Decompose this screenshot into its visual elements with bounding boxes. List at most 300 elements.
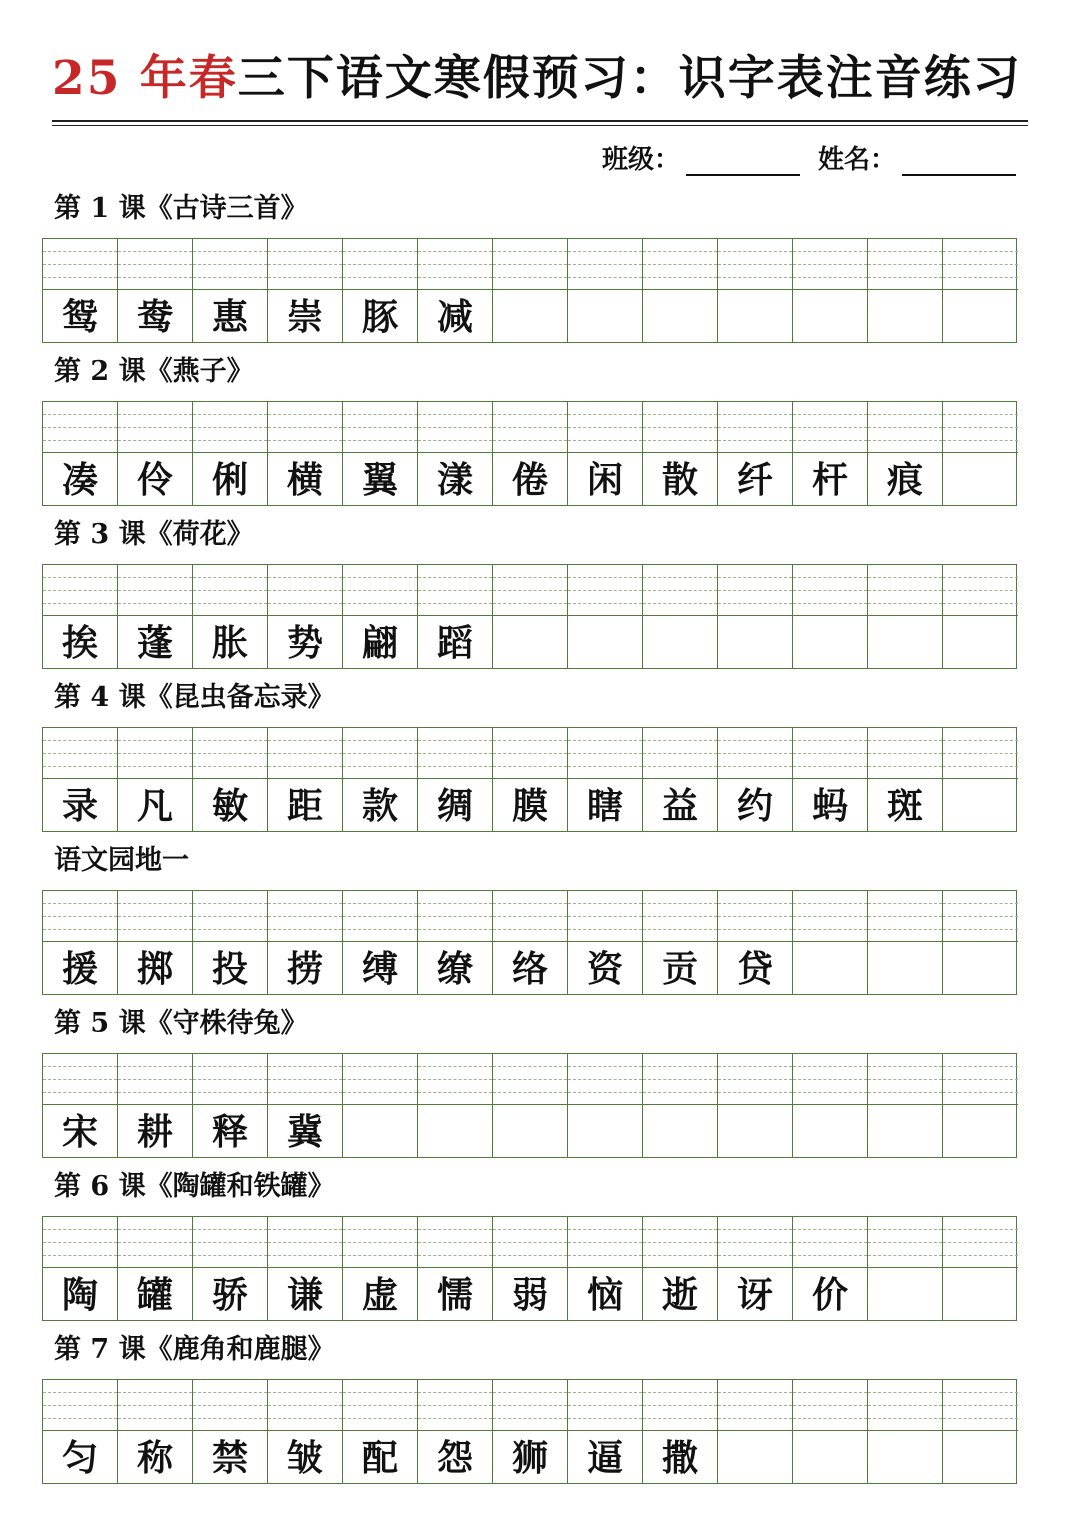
grid-cell[interactable] — [868, 239, 943, 342]
pinyin-writing-lines[interactable] — [868, 1054, 942, 1105]
grid-cell[interactable] — [118, 565, 193, 668]
character: 约 — [736, 785, 773, 827]
pinyin-writing-lines[interactable] — [418, 1380, 492, 1431]
grid-cell[interactable] — [43, 1380, 118, 1483]
pinyin-writing-lines[interactable] — [43, 891, 117, 942]
title-divider-thick — [52, 120, 1028, 122]
pinyin-writing-lines[interactable] — [568, 1217, 642, 1268]
character: 倦 — [511, 459, 548, 501]
pinyin-grid — [42, 401, 1017, 506]
character: 资 — [586, 948, 623, 990]
pinyin-writing-lines[interactable] — [868, 239, 942, 290]
class-field[interactable] — [686, 144, 800, 176]
grid-cell[interactable] — [418, 1054, 493, 1157]
pinyin-writing-lines[interactable] — [643, 565, 717, 616]
pinyin-writing-lines[interactable] — [868, 891, 942, 942]
name-label: 姓名： — [817, 145, 896, 175]
pinyin-grid — [42, 1216, 1017, 1321]
pinyin-writing-lines[interactable] — [43, 1054, 117, 1105]
pinyin-writing-lines[interactable] — [118, 565, 192, 616]
pinyin-writing-lines[interactable] — [118, 239, 192, 290]
pinyin-grid — [42, 238, 1017, 343]
grid-cell[interactable] — [268, 1217, 343, 1320]
character: 翩 — [361, 622, 398, 664]
grid-cell[interactable] — [718, 565, 793, 668]
grid-cell[interactable] — [268, 239, 343, 342]
pinyin-writing-lines[interactable] — [118, 728, 192, 779]
pinyin-writing-lines[interactable] — [268, 1380, 342, 1431]
grid-cell[interactable] — [943, 728, 1018, 831]
pinyin-writing-lines[interactable] — [118, 1054, 192, 1105]
grid-cell[interactable] — [793, 891, 868, 994]
pinyin-writing-lines[interactable] — [793, 1217, 867, 1268]
grid-cell[interactable] — [568, 1054, 643, 1157]
pinyin-writing-lines[interactable] — [493, 891, 567, 942]
pinyin-writing-lines[interactable] — [643, 402, 717, 453]
grid-cell[interactable] — [493, 1380, 568, 1483]
pinyin-writing-lines[interactable] — [343, 891, 417, 942]
grid-cell[interactable] — [418, 402, 493, 505]
pinyin-writing-lines[interactable] — [718, 239, 792, 290]
grid-cell[interactable] — [868, 891, 943, 994]
pinyin-writing-lines[interactable] — [868, 402, 942, 453]
pinyin-writing-lines[interactable] — [493, 402, 567, 453]
pinyin-writing-lines[interactable] — [343, 565, 417, 616]
grid-cell[interactable] — [943, 239, 1018, 342]
pinyin-writing-lines[interactable] — [418, 1054, 492, 1105]
character: 宋 — [61, 1111, 98, 1153]
grid-cell[interactable] — [643, 239, 718, 342]
pinyin-writing-lines[interactable] — [943, 1217, 1018, 1268]
grid-cell[interactable] — [793, 1380, 868, 1483]
pinyin-writing-lines[interactable] — [418, 891, 492, 942]
grid-cell[interactable] — [268, 1054, 343, 1157]
pinyin-writing-lines[interactable] — [943, 402, 1018, 453]
grid-cell[interactable] — [718, 402, 793, 505]
character: 伶 — [136, 459, 173, 501]
grid-cell[interactable] — [343, 728, 418, 831]
character: 漾 — [436, 459, 473, 501]
lesson-title: 第 4 课《昆虫备忘录》 — [54, 682, 335, 713]
character: 减 — [436, 296, 473, 338]
grid-cell[interactable] — [568, 1380, 643, 1483]
grid-cell[interactable] — [643, 402, 718, 505]
grid-cell[interactable] — [418, 1217, 493, 1320]
pinyin-writing-lines[interactable] — [268, 565, 342, 616]
pinyin-grid — [42, 1053, 1017, 1158]
pinyin-writing-lines[interactable] — [493, 239, 567, 290]
pinyin-grid — [42, 564, 1017, 669]
pinyin-grid — [42, 727, 1017, 832]
character: 凑 — [61, 459, 98, 501]
pinyin-writing-lines[interactable] — [568, 402, 642, 453]
pinyin-writing-lines[interactable] — [193, 239, 267, 290]
pinyin-writing-lines[interactable] — [268, 728, 342, 779]
character: 投 — [211, 948, 248, 990]
character: 瞎 — [586, 785, 623, 827]
character: 横 — [286, 459, 323, 501]
grid-cell[interactable] — [43, 402, 118, 505]
pinyin-writing-lines[interactable] — [418, 239, 492, 290]
grid-cell[interactable] — [43, 1217, 118, 1320]
character: 绸 — [436, 785, 473, 827]
pinyin-writing-lines[interactable] — [343, 728, 417, 779]
pinyin-writing-lines[interactable] — [868, 728, 942, 779]
grid-cell[interactable] — [118, 1054, 193, 1157]
grid-cell[interactable] — [643, 728, 718, 831]
character: 豚 — [361, 296, 398, 338]
pinyin-writing-lines[interactable] — [718, 728, 792, 779]
grid-cell[interactable] — [793, 239, 868, 342]
grid-cell[interactable] — [643, 565, 718, 668]
character: 纤 — [736, 459, 773, 501]
lesson-title: 第 1 课《古诗三首》 — [54, 193, 308, 224]
pinyin-writing-lines[interactable] — [43, 728, 117, 779]
character: 掷 — [136, 948, 173, 990]
grid-cell[interactable] — [193, 1054, 268, 1157]
pinyin-writing-lines[interactable] — [193, 1380, 267, 1431]
character: 贷 — [736, 948, 773, 990]
pinyin-writing-lines[interactable] — [793, 891, 867, 942]
grid-cell[interactable] — [43, 239, 118, 342]
pinyin-writing-lines[interactable] — [943, 1054, 1018, 1105]
grid-cell[interactable] — [493, 1217, 568, 1320]
character: 蹈 — [436, 622, 473, 664]
grid-cell[interactable] — [268, 891, 343, 994]
pinyin-writing-lines[interactable] — [718, 402, 792, 453]
grid-cell[interactable] — [343, 1054, 418, 1157]
pinyin-writing-lines[interactable] — [493, 1054, 567, 1105]
pinyin-writing-lines[interactable] — [118, 1217, 192, 1268]
grid-cell[interactable] — [493, 728, 568, 831]
grid-cell[interactable] — [868, 728, 943, 831]
grid-cell[interactable] — [718, 728, 793, 831]
grid-cell[interactable] — [268, 728, 343, 831]
pinyin-writing-lines[interactable] — [493, 1380, 567, 1431]
character: 款 — [361, 785, 398, 827]
grid-cell[interactable] — [568, 1217, 643, 1320]
grid-cell[interactable] — [493, 891, 568, 994]
pinyin-writing-lines[interactable] — [943, 239, 1018, 290]
pinyin-writing-lines[interactable] — [493, 565, 567, 616]
pinyin-writing-lines[interactable] — [718, 891, 792, 942]
pinyin-writing-lines[interactable] — [718, 1054, 792, 1105]
grid-cell[interactable] — [418, 1380, 493, 1483]
character: 怨 — [436, 1437, 473, 1479]
pinyin-writing-lines[interactable] — [943, 565, 1018, 616]
grid-cell[interactable] — [943, 1217, 1018, 1320]
character: 俐 — [211, 459, 248, 501]
character: 谦 — [286, 1274, 323, 1316]
character: 凡 — [136, 785, 173, 827]
lesson-title: 第 2 课《燕子》 — [54, 356, 254, 387]
character: 骄 — [211, 1274, 248, 1316]
pinyin-writing-lines[interactable] — [493, 728, 567, 779]
grid-cell[interactable] — [268, 565, 343, 668]
pinyin-writing-lines[interactable] — [643, 1217, 717, 1268]
character: 益 — [661, 785, 698, 827]
pinyin-writing-lines[interactable] — [418, 1217, 492, 1268]
pinyin-writing-lines[interactable] — [718, 1217, 792, 1268]
character: 胀 — [211, 622, 248, 664]
pinyin-writing-lines[interactable] — [568, 891, 642, 942]
page-title-accent: 25 年春 — [52, 51, 238, 106]
pinyin-writing-lines[interactable] — [268, 402, 342, 453]
character: 价 — [811, 1274, 848, 1316]
pinyin-writing-lines[interactable] — [793, 1054, 867, 1105]
character: 逼 — [586, 1437, 623, 1479]
lesson-title: 第 3 课《荷花》 — [54, 519, 254, 550]
character: 敏 — [211, 785, 248, 827]
pinyin-writing-lines[interactable] — [718, 1380, 792, 1431]
pinyin-writing-lines[interactable] — [43, 239, 117, 290]
grid-cell[interactable] — [43, 728, 118, 831]
grid-cell[interactable] — [418, 891, 493, 994]
grid-cell[interactable] — [493, 239, 568, 342]
character: 匀 — [61, 1437, 98, 1479]
character: 蚂 — [811, 785, 848, 827]
grid-cell[interactable] — [193, 1380, 268, 1483]
pinyin-writing-lines[interactable] — [268, 891, 342, 942]
page-title-main: 三下语文寒假预习：识字表注音练习 — [237, 51, 1022, 106]
character: 称 — [136, 1437, 173, 1479]
grid-cell[interactable] — [343, 1380, 418, 1483]
title-divider-thin — [52, 125, 1028, 126]
grid-cell[interactable] — [418, 728, 493, 831]
grid-cell[interactable] — [343, 891, 418, 994]
grid-cell[interactable] — [868, 1054, 943, 1157]
grid-cell[interactable] — [568, 239, 643, 342]
character: 鸯 — [136, 296, 173, 338]
grid-cell[interactable] — [793, 1217, 868, 1320]
pinyin-grid — [42, 890, 1017, 995]
pinyin-writing-lines[interactable] — [643, 239, 717, 290]
grid-cell[interactable] — [43, 1054, 118, 1157]
pinyin-writing-lines[interactable] — [718, 565, 792, 616]
pinyin-writing-lines[interactable] — [268, 239, 342, 290]
grid-cell[interactable] — [493, 402, 568, 505]
pinyin-writing-lines[interactable] — [343, 1380, 417, 1431]
pinyin-writing-lines[interactable] — [193, 1054, 267, 1105]
pinyin-writing-lines[interactable] — [643, 1054, 717, 1105]
character: 崇 — [286, 296, 323, 338]
grid-cell[interactable] — [568, 402, 643, 505]
character: 散 — [661, 459, 698, 501]
pinyin-writing-lines[interactable] — [643, 1380, 717, 1431]
pinyin-writing-lines[interactable] — [793, 239, 867, 290]
pinyin-writing-lines[interactable] — [643, 891, 717, 942]
grid-cell[interactable] — [343, 1217, 418, 1320]
grid-cell[interactable] — [268, 1380, 343, 1483]
grid-cell[interactable] — [43, 565, 118, 668]
pinyin-writing-lines[interactable] — [343, 1054, 417, 1105]
grid-cell[interactable] — [118, 891, 193, 994]
character: 贡 — [661, 948, 698, 990]
character: 鸳 — [61, 296, 98, 338]
lesson-title: 第 5 课《守株待兔》 — [54, 1008, 308, 1039]
pinyin-writing-lines[interactable] — [643, 728, 717, 779]
grid-cell[interactable] — [118, 239, 193, 342]
grid-cell[interactable] — [643, 891, 718, 994]
pinyin-writing-lines[interactable] — [418, 402, 492, 453]
character: 狮 — [511, 1437, 548, 1479]
character: 释 — [211, 1111, 248, 1153]
pinyin-writing-lines[interactable] — [343, 239, 417, 290]
lesson-title: 第 6 课《陶罐和铁罐》 — [54, 1171, 335, 1202]
class-label: 班级： — [601, 145, 680, 175]
character: 挨 — [61, 622, 98, 664]
character: 势 — [286, 622, 323, 664]
page-title — [52, 48, 1028, 110]
lesson-title: 第 7 课《鹿角和鹿腿》 — [54, 1334, 335, 1365]
pinyin-writing-lines[interactable] — [868, 1380, 942, 1431]
grid-cell[interactable] — [268, 402, 343, 505]
character: 络 — [511, 948, 548, 990]
grid-cell[interactable] — [418, 239, 493, 342]
pinyin-writing-lines[interactable] — [943, 728, 1018, 779]
pinyin-writing-lines[interactable] — [43, 1380, 117, 1431]
grid-cell[interactable] — [193, 565, 268, 668]
character: 援 — [61, 948, 98, 990]
character: 距 — [286, 785, 323, 827]
grid-cell[interactable] — [868, 1217, 943, 1320]
pinyin-writing-lines[interactable] — [118, 891, 192, 942]
pinyin-writing-lines[interactable] — [568, 728, 642, 779]
grid-cell[interactable] — [643, 1380, 718, 1483]
grid-cell[interactable] — [568, 728, 643, 831]
grid-cell[interactable] — [718, 1054, 793, 1157]
grid-cell[interactable] — [43, 891, 118, 994]
character: 恼 — [586, 1274, 623, 1316]
grid-cell[interactable] — [943, 1380, 1018, 1483]
character: 录 — [61, 785, 98, 827]
pinyin-writing-lines[interactable] — [793, 1380, 867, 1431]
grid-cell[interactable] — [643, 1217, 718, 1320]
pinyin-writing-lines[interactable] — [268, 1054, 342, 1105]
grid-cell[interactable] — [493, 1054, 568, 1157]
grid-cell[interactable] — [343, 402, 418, 505]
character: 虚 — [361, 1274, 398, 1316]
pinyin-writing-lines[interactable] — [43, 1217, 117, 1268]
pinyin-writing-lines[interactable] — [118, 1380, 192, 1431]
grid-cell[interactable] — [343, 565, 418, 668]
grid-cell[interactable] — [343, 239, 418, 342]
pinyin-writing-lines[interactable] — [43, 402, 117, 453]
pinyin-writing-lines[interactable] — [193, 1217, 267, 1268]
grid-cell[interactable] — [118, 728, 193, 831]
character: 懦 — [436, 1274, 473, 1316]
pinyin-writing-lines[interactable] — [193, 728, 267, 779]
grid-cell[interactable] — [193, 402, 268, 505]
character: 耕 — [136, 1111, 173, 1153]
grid-cell[interactable] — [943, 1054, 1018, 1157]
name-field[interactable] — [902, 144, 1016, 176]
pinyin-writing-lines[interactable] — [418, 728, 492, 779]
grid-cell[interactable] — [718, 891, 793, 994]
character: 闲 — [586, 459, 623, 501]
pinyin-writing-lines[interactable] — [568, 1054, 642, 1105]
pinyin-writing-lines[interactable] — [268, 1217, 342, 1268]
grid-cell[interactable] — [943, 565, 1018, 668]
pinyin-writing-lines[interactable] — [868, 565, 942, 616]
pinyin-writing-lines[interactable] — [943, 891, 1018, 942]
character: 痕 — [886, 459, 923, 501]
grid-cell[interactable] — [943, 891, 1018, 994]
character: 翼 — [361, 459, 398, 501]
grid-cell[interactable] — [868, 1380, 943, 1483]
pinyin-writing-lines[interactable] — [943, 1380, 1018, 1431]
pinyin-writing-lines[interactable] — [868, 1217, 942, 1268]
grid-cell[interactable] — [718, 1380, 793, 1483]
pinyin-writing-lines[interactable] — [193, 402, 267, 453]
grid-cell[interactable] — [793, 565, 868, 668]
grid-cell[interactable] — [193, 891, 268, 994]
grid-cell[interactable] — [868, 402, 943, 505]
grid-cell[interactable] — [193, 728, 268, 831]
character: 缚 — [361, 948, 398, 990]
grid-cell[interactable] — [718, 239, 793, 342]
pinyin-writing-lines[interactable] — [493, 1217, 567, 1268]
pinyin-writing-lines[interactable] — [43, 565, 117, 616]
grid-cell[interactable] — [718, 1217, 793, 1320]
pinyin-writing-lines[interactable] — [793, 565, 867, 616]
grid-cell[interactable] — [118, 1217, 193, 1320]
grid-cell[interactable] — [493, 565, 568, 668]
character: 禁 — [211, 1437, 248, 1479]
grid-cell[interactable] — [193, 239, 268, 342]
grid-cell[interactable] — [793, 728, 868, 831]
character: 冀 — [286, 1111, 323, 1153]
grid-cell[interactable] — [868, 565, 943, 668]
grid-cell[interactable] — [643, 1054, 718, 1157]
pinyin-writing-lines[interactable] — [418, 565, 492, 616]
pinyin-writing-lines[interactable] — [343, 1217, 417, 1268]
character: 讶 — [736, 1274, 773, 1316]
pinyin-writing-lines[interactable] — [343, 402, 417, 453]
grid-cell[interactable] — [568, 565, 643, 668]
character: 捞 — [286, 948, 323, 990]
character: 惠 — [211, 296, 248, 338]
character: 弱 — [511, 1274, 548, 1316]
grid-cell[interactable] — [193, 1217, 268, 1320]
lesson-title: 语文园地一 — [54, 845, 189, 876]
pinyin-grid — [42, 1379, 1017, 1484]
pinyin-writing-lines[interactable] — [793, 402, 867, 453]
pinyin-writing-lines[interactable] — [193, 565, 267, 616]
grid-cell[interactable] — [943, 402, 1018, 505]
character: 膜 — [511, 785, 548, 827]
student-info — [584, 136, 1016, 176]
character: 陶 — [61, 1274, 98, 1316]
pinyin-writing-lines[interactable] — [193, 891, 267, 942]
pinyin-writing-lines[interactable] — [118, 402, 192, 453]
pinyin-writing-lines[interactable] — [793, 728, 867, 779]
pinyin-writing-lines[interactable] — [568, 1380, 642, 1431]
character: 斑 — [886, 785, 923, 827]
character: 撒 — [661, 1437, 698, 1479]
grid-cell[interactable] — [793, 1054, 868, 1157]
character: 罐 — [136, 1274, 173, 1316]
grid-cell[interactable] — [793, 402, 868, 505]
pinyin-writing-lines[interactable] — [568, 565, 642, 616]
grid-cell[interactable] — [118, 1380, 193, 1483]
grid-cell[interactable] — [418, 565, 493, 668]
pinyin-writing-lines[interactable] — [568, 239, 642, 290]
character: 逝 — [661, 1274, 698, 1316]
grid-cell[interactable] — [568, 891, 643, 994]
character: 配 — [361, 1437, 398, 1479]
grid-cell[interactable] — [118, 402, 193, 505]
